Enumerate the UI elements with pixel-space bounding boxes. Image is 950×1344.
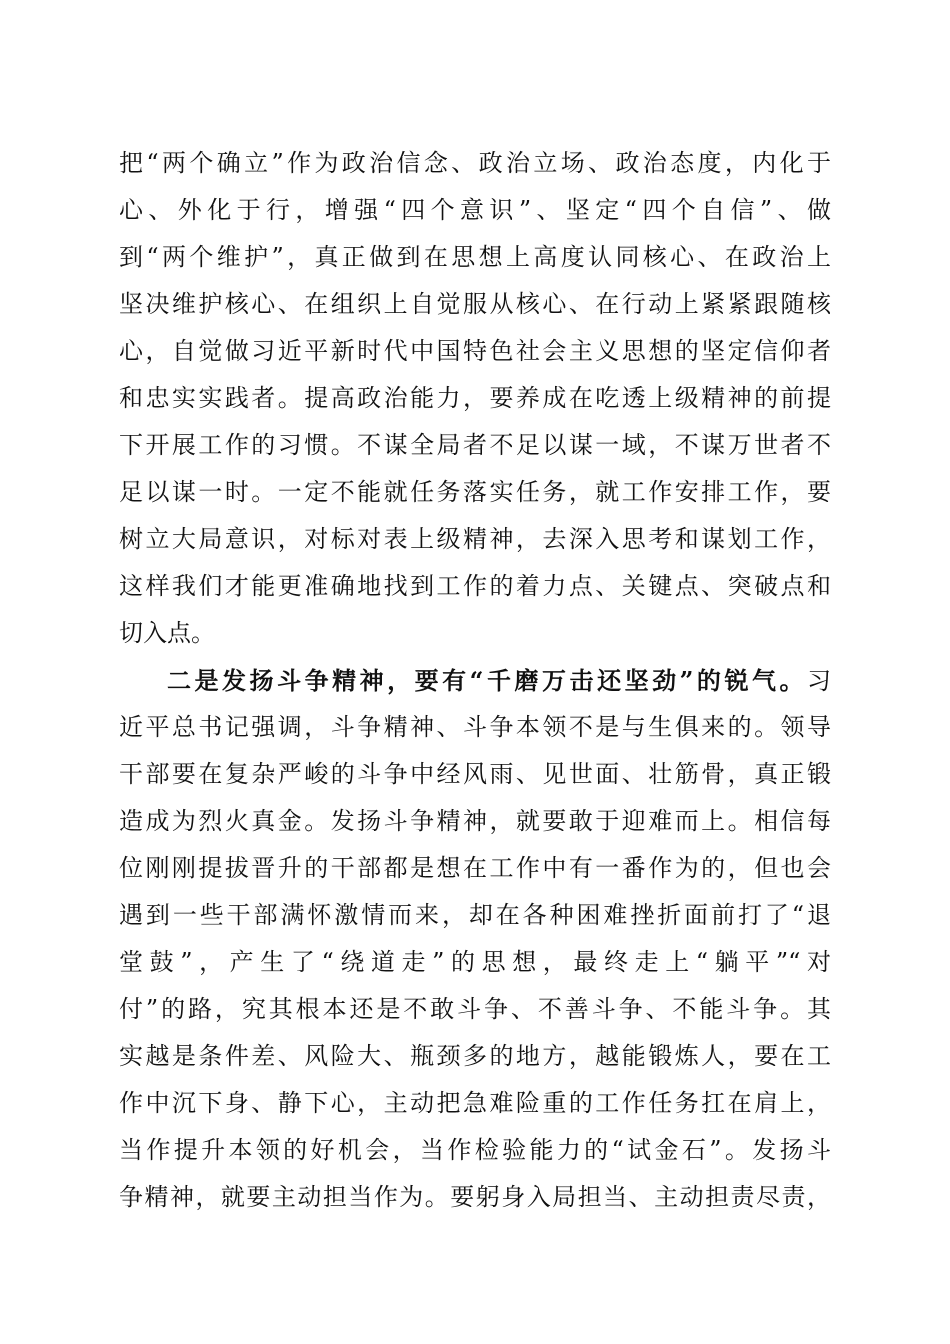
paragraph-line: 坚决维护核心、在组织上自觉服从核心、在行动上紧紧跟随核 <box>119 290 831 318</box>
paragraph-line: 这样我们才能更准确地找到工作的着力点、关键点、突破点和 <box>119 572 831 600</box>
paragraph-text: 习 <box>807 667 831 695</box>
paragraph-line: 心、外化于行，增强“四个意识”、坚定“四个自信”、做 <box>119 196 831 224</box>
paragraph-1 <box>119 140 831 657</box>
paragraph-line: 当作提升本领的好机会，当作检验能力的“试金石”。发扬斗 <box>119 1136 831 1164</box>
paragraph-line: 争精神，就要主动担当作为。要躬身入局担当、主动担责尽责， <box>119 1183 831 1211</box>
paragraph-line: 近平总书记强调，斗争精神、斗争本领不是与生俱来的。领导 <box>119 713 831 741</box>
paragraph-line: 足以谋一时。一定不能就任务落实任务，就工作安排工作，要 <box>119 478 831 506</box>
paragraph-first-line <box>119 657 831 704</box>
paragraph-line: 树立大局意识，对标对表上级精神，去深入思考和谋划工作， <box>119 525 831 553</box>
paragraph-line: 和忠实实践者。提高政治能力，要养成在吃透上级精神的前提 <box>119 384 831 412</box>
paragraph-line: 遇到一些干部满怀激情而来，却在各种困难挫折面前打了“退 <box>119 901 831 929</box>
paragraph-line: 作中沉下身、静下心，主动把急难险重的工作任务扛在肩上， <box>119 1089 831 1117</box>
paragraph-line: 干部要在复杂严峻的斗争中经风雨、见世面、壮筋骨，真正锻 <box>119 760 831 788</box>
paragraph-line: 付”的路，究其根本还是不敢斗争、不善斗争、不能斗争。其 <box>119 995 831 1023</box>
paragraph-line: 堂鼓”，产生了“绕道走”的思想，最终走上“躺平”“对 <box>119 948 831 976</box>
paragraph-line: 到“两个维护”，真正做到在思想上高度认同核心、在政治上 <box>119 243 831 271</box>
paragraph-line: 下开展工作的习惯。不谋全局者不足以谋一域，不谋万世者不 <box>119 431 831 459</box>
paragraph-2 <box>119 657 831 1221</box>
paragraph-line: 心，自觉做习近平新时代中国特色社会主义思想的坚定信仰者 <box>119 337 831 365</box>
paragraph-line: 位刚刚提拔晋升的干部都是想在工作中有一番作为的，但也会 <box>119 854 831 882</box>
paragraph-line: 把“两个确立”作为政治信念、政治立场、政治态度，内化于 <box>119 149 831 177</box>
document-body <box>119 140 831 1221</box>
paragraph-line: 切入点。 <box>119 619 215 647</box>
paragraph-heading: 二是发扬斗争精神，要有“千磨万击还坚劲”的锐气。 <box>167 666 807 695</box>
paragraph-line: 造成为烈火真金。发扬斗争精神，就要敢于迎难而上。相信每 <box>119 807 831 835</box>
paragraph-line: 实越是条件差、风险大、瓶颈多的地方，越能锻炼人，要在工 <box>119 1042 831 1070</box>
